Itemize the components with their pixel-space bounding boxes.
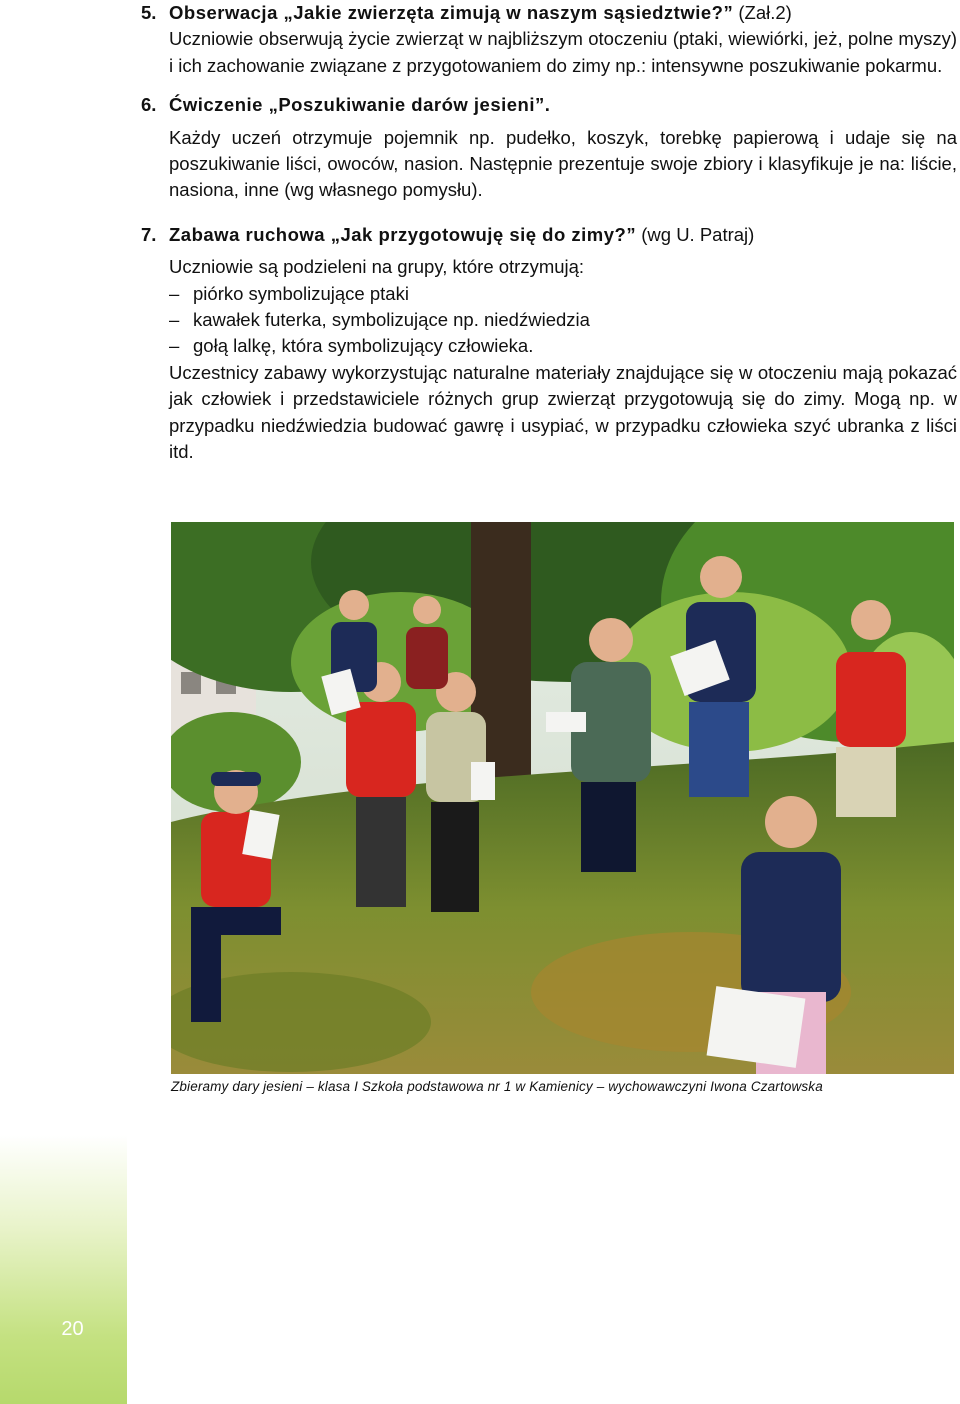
- list-dash: –: [169, 309, 180, 331]
- section-title: Obserwacja „Jakie zwierzęta zimują w naszym sąsiedztwie?”: [169, 2, 734, 23]
- photo-illustration: [171, 522, 954, 1074]
- section-heading: [141, 92, 957, 118]
- photo-caption: Zbieramy dary jesieni – klasa I Szkoła podstawowa nr 1 w Kamienicy – wychowawczyni Iwona Czartowska: [171, 1079, 823, 1094]
- section-body: [169, 26, 957, 79]
- section-number: 6.: [141, 94, 157, 116]
- section-note: (wg U. Patraj): [636, 223, 755, 245]
- section-6: [141, 92, 957, 204]
- paper-sheet: [471, 762, 495, 800]
- paragraph-intro: Uczniowie są podzieleni na grupy, które otrzymują:: [169, 256, 585, 278]
- list-item-text: piórko symbolizujące ptaki: [193, 282, 409, 304]
- section-note: (Zał.2): [733, 2, 792, 23]
- section-title: Zabawa ruchowa „Jak przygotowuję się do zimy?”: [169, 223, 637, 245]
- paper-sheet: [707, 986, 806, 1068]
- list-item-text: gołą lalkę, która symbolizujący człowieka.: [193, 335, 534, 357]
- paper-sheet: [546, 712, 586, 732]
- section-number: 5.: [141, 2, 157, 23]
- list-item: [169, 281, 957, 307]
- window: [181, 672, 201, 694]
- page-sidebar: [0, 1135, 127, 1404]
- list-item: [169, 307, 957, 333]
- paragraph: Każdy uczeń otrzymuje pojemnik np. pudełko, koszyk, torebkę papierową i udaje się na poszukiwanie liści, owoców, nasion. Następnie prezentuje swoje zbiory i klasyfikuje je na: liście, nasiona, inne (wg własnego pomysłu).: [169, 126, 957, 201]
- section-5: [141, 0, 957, 79]
- page-content: [141, 0, 957, 466]
- section-body: [169, 254, 957, 465]
- list-dash: –: [169, 282, 180, 304]
- page-number: 20: [61, 1318, 84, 1340]
- section-heading: [141, 0, 957, 26]
- paragraph-outro: Uczestnicy zabawy wykorzystując naturalne materiały znajdujące się w otoczeniu mają pokazać jak człowiek i przedstawiciele różnych grup zwierząt przygotowują się do zimy. Mogą np. w przypadku niedźwiedzia budować gawrę i usypiać, w przypadku człowieka szyć ubranka z liści itd.: [169, 361, 957, 463]
- section-body: [169, 125, 957, 204]
- section-7: [141, 222, 957, 466]
- section-title-wrap: [169, 222, 754, 248]
- children-photo: [171, 522, 954, 1074]
- list-item-text: kawałek futerka, symbolizujące np. niedźwiedzia: [193, 309, 590, 331]
- section-number: 7.: [141, 223, 157, 245]
- list-item: [169, 333, 957, 359]
- list-dash: –: [169, 335, 180, 357]
- section-title-wrap: [169, 0, 792, 26]
- section-title: Ćwiczenie „Poszukiwanie darów jesieni”.: [169, 94, 551, 116]
- paragraph: Uczniowie obserwują życie zwierząt w najbliższym otoczeniu (ptaki, wiewiórki, jeż, polne myszy) i ich zachowanie związane z przygotowaniem do zimy np.: intensywne poszukiwanie pokarmu.: [169, 28, 957, 76]
- section-heading: [141, 222, 957, 248]
